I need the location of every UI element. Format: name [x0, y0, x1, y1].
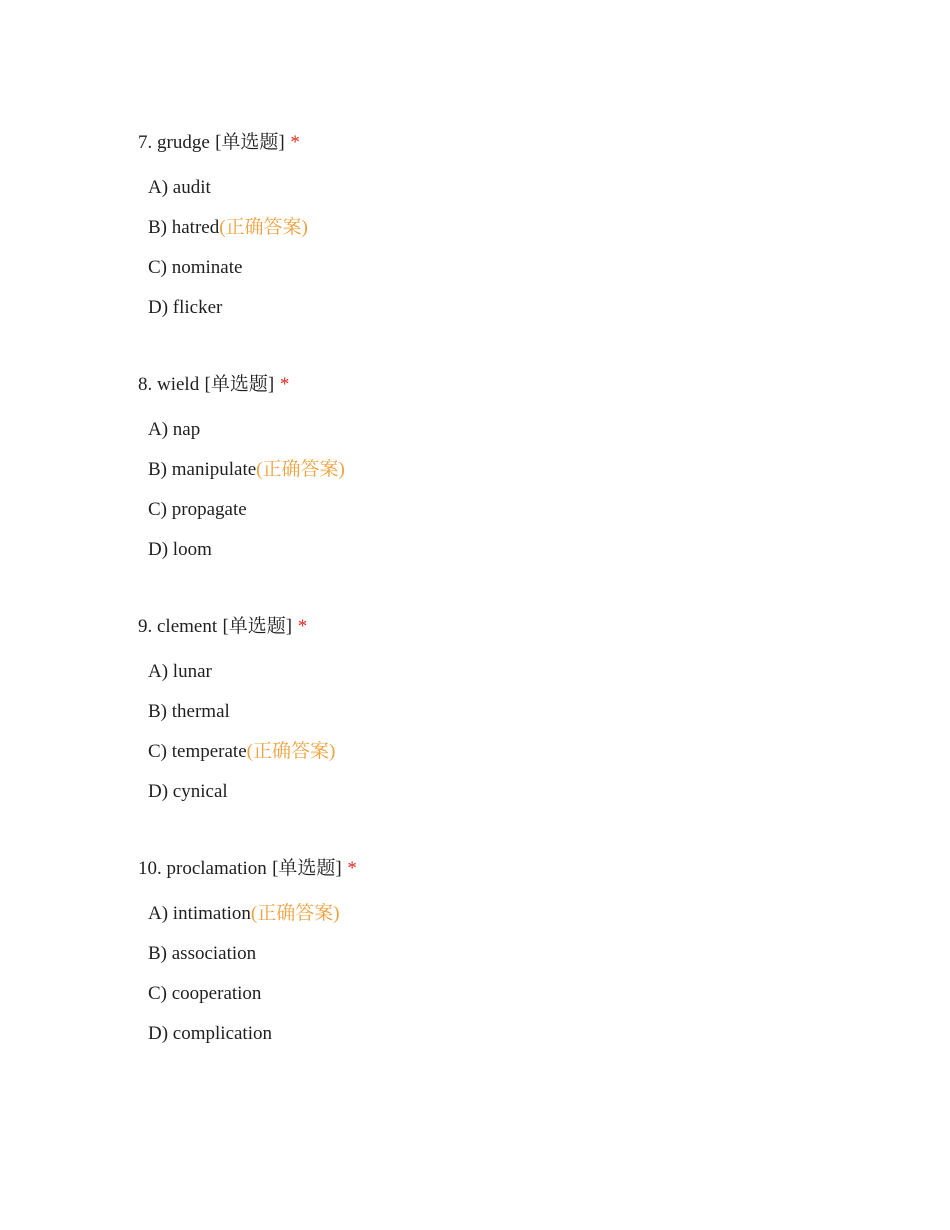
- option-row: [148, 459, 890, 481]
- question-title-text: 8. wield: [138, 374, 200, 395]
- question-title: [138, 858, 890, 880]
- option-text: A) nap: [148, 419, 201, 440]
- question-title: [138, 132, 890, 154]
- question-list: [138, 132, 890, 1045]
- option-text: C) temperate: [148, 741, 247, 762]
- required-asterisk: *: [297, 616, 308, 637]
- question-block: [138, 616, 890, 803]
- options-list: [138, 661, 890, 803]
- question-block: [138, 374, 890, 561]
- correct-answer-tag: (正确答案): [256, 459, 345, 480]
- option-row: [148, 701, 890, 723]
- options-list: [138, 903, 890, 1045]
- option-row: [148, 781, 890, 803]
- option-row: [148, 539, 890, 561]
- options-list: [138, 419, 890, 561]
- option-row: [148, 297, 890, 319]
- option-row: [148, 177, 890, 199]
- option-row: [148, 419, 890, 441]
- question-type-tag: [单选题]: [204, 374, 275, 395]
- option-text: D) complication: [148, 1023, 272, 1044]
- correct-answer-tag: (正确答案): [250, 903, 340, 924]
- option-row: [148, 499, 890, 521]
- option-row: [148, 903, 890, 925]
- question-block: [138, 132, 890, 319]
- option-text: C) cooperation: [148, 983, 262, 1004]
- required-asterisk: *: [347, 858, 357, 879]
- option-text: A) intimation: [148, 903, 251, 924]
- option-text: D) cynical: [148, 781, 228, 802]
- option-text: B) hatred: [148, 217, 220, 238]
- option-row: [148, 983, 890, 1005]
- correct-answer-tag: (正确答案): [246, 741, 336, 762]
- required-asterisk: *: [279, 374, 290, 395]
- option-text: B) manipulate: [148, 459, 257, 480]
- question-type-tag: [单选题]: [222, 616, 293, 637]
- option-text: A) audit: [148, 177, 211, 198]
- option-row: [148, 1023, 890, 1045]
- option-text: D) flicker: [148, 297, 223, 318]
- option-text: D) loom: [148, 539, 212, 560]
- question-title-text: 9. clement: [138, 616, 218, 637]
- question-block: [138, 858, 890, 1045]
- question-title-text: 7. grudge: [138, 132, 210, 153]
- option-text: C) nominate: [148, 257, 243, 278]
- option-row: [148, 217, 890, 239]
- option-text: B) association: [148, 943, 257, 964]
- option-row: [148, 943, 890, 965]
- question-title: [138, 374, 890, 396]
- option-row: [148, 257, 890, 279]
- question-title-text: 10. proclamation: [138, 858, 267, 879]
- question-type-tag: [单选题]: [272, 858, 342, 879]
- option-text: A) lunar: [148, 661, 212, 682]
- option-row: [148, 741, 890, 763]
- option-text: C) propagate: [148, 499, 247, 520]
- required-asterisk: *: [290, 132, 300, 153]
- option-row: [148, 661, 890, 683]
- correct-answer-tag: (正确答案): [219, 217, 308, 238]
- question-type-tag: [单选题]: [215, 132, 285, 153]
- option-text: B) thermal: [148, 701, 230, 722]
- question-title: [138, 616, 890, 638]
- options-list: [138, 177, 890, 319]
